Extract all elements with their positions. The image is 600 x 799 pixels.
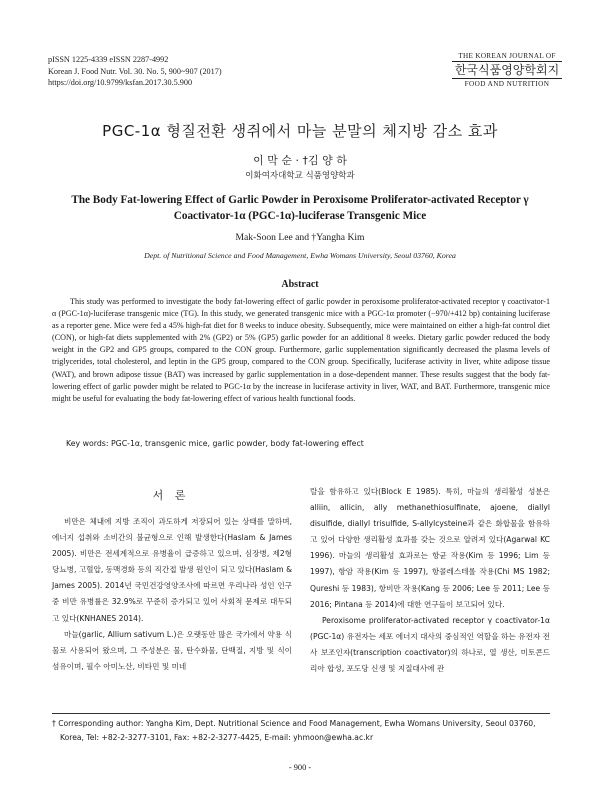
- doi-line: https://doi.org/10.9799/ksfan.2017.30.5.900: [48, 78, 193, 87]
- citation-block: [48, 54, 222, 89]
- affiliation-korean: 이화여자대학교 식품영양학과: [245, 171, 355, 181]
- footnote-divider: [52, 713, 550, 714]
- journal-name-en-top: THE KOREAN JOURNAL OF: [452, 52, 562, 62]
- page-number: - 900 -: [288, 763, 312, 772]
- keywords: Key words: PGC-1α, transgenic mice, garlic powder, body fat-lowering effect: [66, 439, 364, 448]
- issn-line: pISSN 1225-4339 eISSN 2287-4992: [48, 55, 169, 64]
- paragraph: Peroxisome proliferator-activated receptor γ coactivator-1α (PGC-1α) 유전자는 세포 에너지 대사의 중심적인 역할을 하는 유전자 전사 보조인자(transcription coactivator)의 하나로, 열 생산, 미토콘드리아 합성, 포도당 신생 및 지질대사에 관: [310, 615, 550, 674]
- journal-logo: [452, 52, 562, 88]
- title-korean: PGC-1α 형질전환 생쥐에서 마늘 분말의 체지방 감소 효과: [102, 122, 498, 140]
- corresponding-author-footnote: [52, 717, 550, 745]
- abstract-heading: Abstract: [281, 279, 319, 290]
- journal-name-ko: 한국식품영양학회지: [454, 63, 560, 77]
- body-column-left: [52, 514, 292, 675]
- footnote-line: † Corresponding author: Yangha Kim, Dept. Nutritional Science and Food Management, Ewha Womans University, Seoul 03760,: [52, 719, 536, 728]
- paragraph: 랄을 함유하고 있다(Block E 1985). 특히, 마늘의 생리활성 성분은 alliin, allicin, ally methanethiosulfinate, ajoene, diallyl disulfide, diallyl trisulfide, S-allylcysteine과 같은 화합물을 함유하고 있어 다양한 생리활성 효과를 갖는 것으로 알려져 있다(Agarwal KC 1996). 마늘의 생리활성 효과로는 항균 작용(Kim 등 1996; Lim 등 1997), 항암 작용(Kim 등 1997), 항콜레스테롤 작용(Chi MS 1982; Qureshi 등 1983), 항비만 작용(Kang 등 2006; Lee 등 2011; Lee 등 2016; Pintana 등 2014)에 대한 연구들이 보고되어 있다.: [310, 487, 550, 609]
- paragraph: 마늘(garlic, Allium sativum L.)은 오랫동안 많은 국가에서 약용 식물로 사용되어 왔으며, 그 주성분은 물, 탄수화물, 단백질, 지방 및 식이 섬유이며, 필수 아미노산, 비타민 및 미네: [52, 629, 292, 671]
- section-title-introduction: 서 론: [152, 489, 190, 502]
- paragraph: 비만은 체내에 지방 조직이 과도하게 저장되어 있는 상태를 말하며, 에너지 섭취와 소비간의 불균형으로 인해 발생한다(Haslam & James 2005). 비만은 전세계적으로 유병율이 급증하고 있으며, 심장병, 제2형 당뇨병, 고혈압, 동맥경화 등의 직간접 발생 원인이 되고 있다(Haslam & James 2005). 2014년 국민건강영양조사에 따르면 우리나라 성인 인구 중 비만 유병률은 32.9%로 꾸준히 증가되고 있어 사회적 문제로 대두되고 있다(KNHANES 2014).: [52, 517, 292, 623]
- body-column-right: [310, 484, 550, 677]
- volume-line: Korean J. Food Nutr. Vol. 30. No. 5, 900~907 (2017): [48, 66, 222, 76]
- abstract-body: [52, 296, 550, 405]
- authors-korean: 이 막 순 · †김 양 하: [253, 154, 347, 167]
- journal-name-en-bottom: FOOD AND NUTRITION: [452, 78, 562, 88]
- footnote-line: Korea, Tel: +82-2-3277-3101, Fax: +82-2-3277-4425, E-mail: yhmoon@ewha.ac.kr: [60, 733, 374, 742]
- authors-english: Mak-Soon Lee and †Yangha Kim: [235, 232, 365, 243]
- title-english: The Body Fat-lowering Effect of Garlic Powder in Peroxisome Proliferator-activated Receptor γ Coactivator-1α (PGC-1α)-luciferase Transgenic Mice: [71, 194, 529, 222]
- abstract-text: This study was performed to investigate the body fat-lowering effect of garlic powder in peroxisome proliferator-activated receptor γ coactivator-1 α (PGC-1α)-luciferase transgenic mice (TG). In this study, we generated transgenic mice with a PGC-1α promoter (−970/+412 bp) containing luciferase as a reporter gene. Mice were fed a 45% high-fat diet for 8 weeks to induce obesity. Subsequently, mice were maintained on either a high-fat control diet (CON), or high-fat diets supplemented with 2% (GP2) or 5% (GP5) garlic powder for an additional 8 weeks. Dietary garlic powder reduced the body weight in the GP2 and GP5 groups, compared to the CON group. Furthermore, garlic supplementation significantly decreased the plasma levels of triglycerides, total cholesterol, and leptin in the GP5 group, compared to the CON group. Specifically, luciferase activity in liver, white adipose tissue (WAT), and brown adipose tissue (BAT) was increased by garlic supplementation in a dose-dependent manner. These results suggest that the body fat-lowering effect of garlic powder might be related to PGC-1α by the increase in luciferase activity in liver, WAT, and BAT. Furthermore, transgenic mice might be useful for evaluating the body fat-lowering effect of various health functional foods.: [52, 297, 550, 403]
- affiliation-english: Dept. of Nutritional Science and Food Management, Ewha Womans University, Seoul 03760, Korea: [144, 251, 456, 260]
